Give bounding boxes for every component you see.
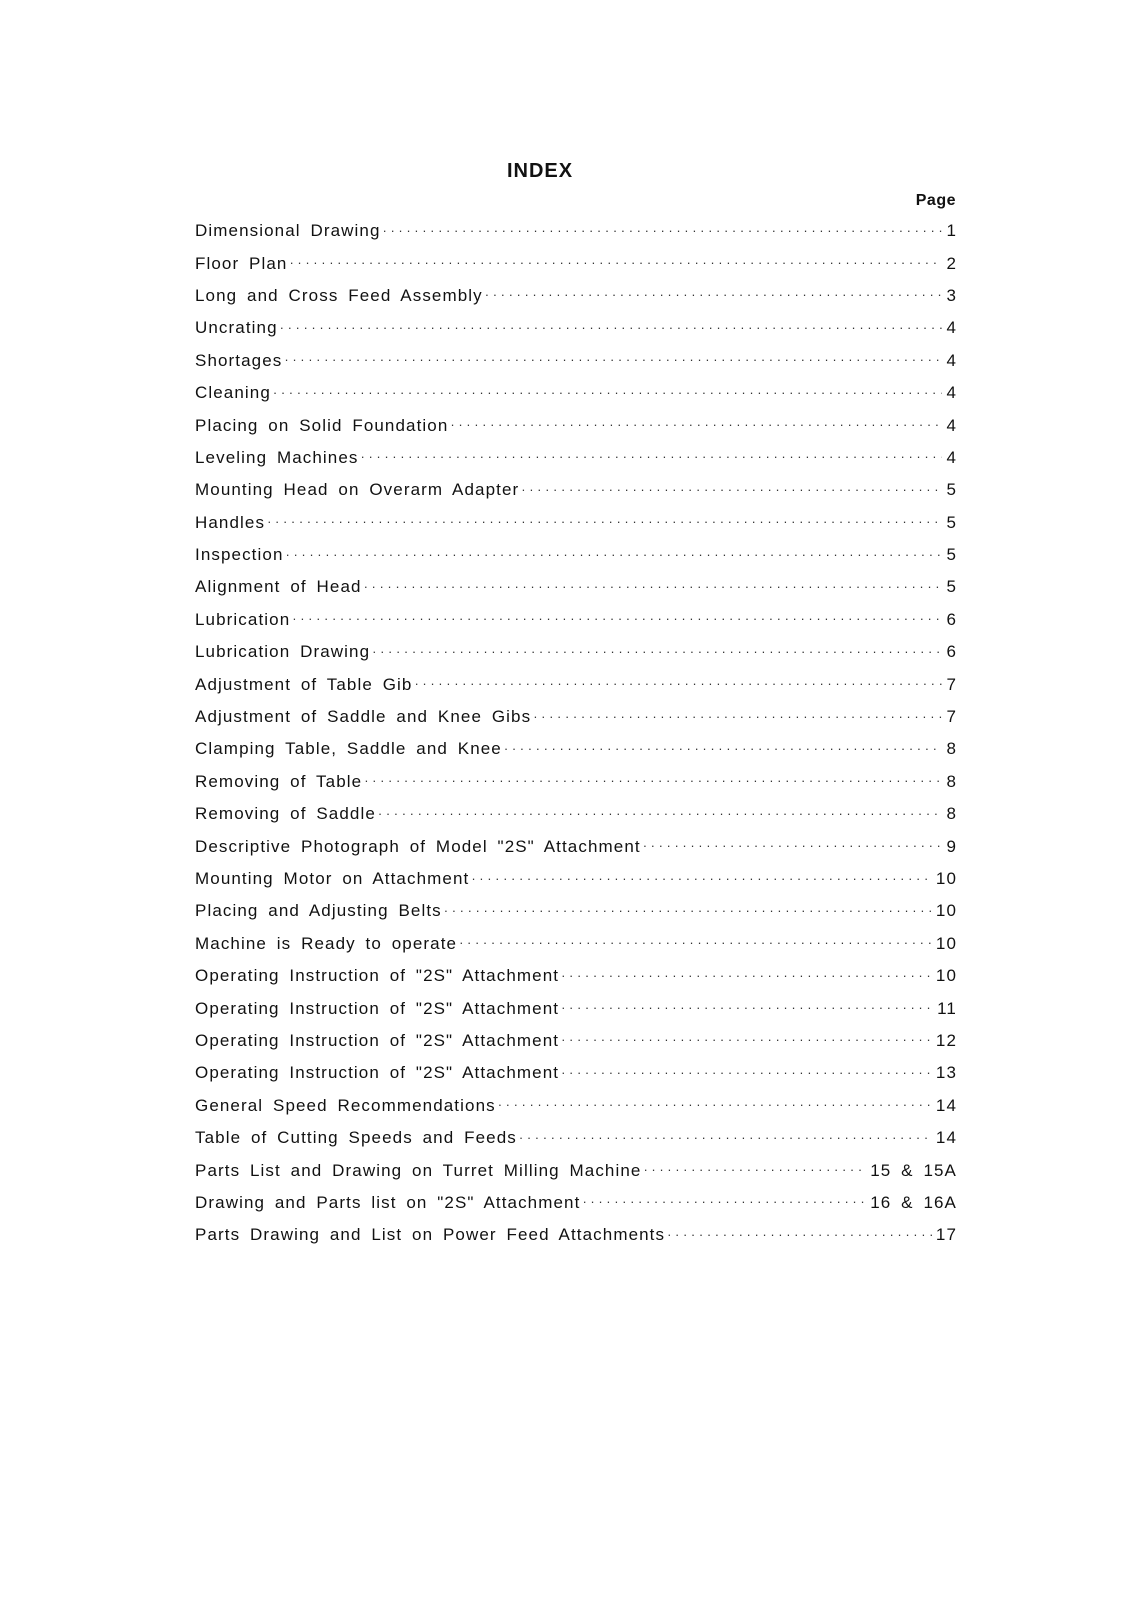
index-entry	[195, 442, 957, 474]
index-entry-page: 10	[935, 869, 957, 888]
index-entry-label: General Speed Recommendations	[195, 1095, 496, 1115]
index-entry	[195, 830, 957, 862]
dot-leader	[280, 320, 943, 335]
index-entry-page: 12	[935, 1030, 957, 1050]
index-entry-label: Operating Instruction of "2S" Attachment	[195, 966, 560, 986]
dot-leader	[414, 676, 942, 691]
index-entry-page: 13	[935, 1063, 957, 1083]
index-entry-label: Shortages	[195, 350, 283, 370]
index-entry-page: 10	[935, 933, 957, 953]
index-entry	[195, 474, 957, 506]
dot-leader	[561, 1032, 932, 1047]
index-entry-label: Operating Instruction of "2S" Attachment	[195, 998, 560, 1018]
dot-leader	[361, 449, 943, 464]
index-entry-page: 4	[946, 447, 957, 467]
index-entry-label: Dimensional Drawing	[195, 221, 381, 241]
dot-leader	[667, 1227, 932, 1242]
index-entry-page: 14	[935, 1128, 957, 1148]
index-entry	[195, 701, 957, 733]
index-entry-page: 15 & 15A	[870, 1160, 957, 1180]
index-entry-page: 14	[935, 1095, 957, 1115]
index-entry-page: 7	[946, 707, 957, 727]
dot-leader	[292, 611, 942, 626]
index-entry	[195, 863, 957, 895]
index-entry-label: Removing of Saddle	[195, 804, 376, 824]
index-entry-page: 8	[946, 771, 957, 791]
index-entry	[195, 1057, 957, 1089]
dot-leader	[533, 709, 942, 724]
index-entry	[195, 312, 957, 344]
index-entry-page: 2	[946, 253, 957, 273]
dot-leader	[444, 903, 932, 918]
index-entry	[195, 668, 957, 700]
dot-leader	[364, 579, 943, 594]
dot-leader	[643, 1162, 866, 1177]
index-entry	[195, 280, 957, 312]
dot-leader	[459, 935, 932, 950]
index-entry	[195, 409, 957, 441]
index-entry-label: Machine is Ready to operate	[195, 933, 458, 953]
index-entry	[195, 604, 957, 636]
index-entry-page: 8	[946, 804, 957, 824]
dot-leader	[273, 385, 943, 400]
index-title: INDEX	[506, 160, 574, 182]
index-entry-label: Adjustment of Table Gib	[195, 674, 413, 694]
index-entry-page: 8	[946, 739, 957, 759]
dot-leader	[561, 968, 932, 983]
index-entry-page: 3	[946, 285, 957, 305]
index-entry-label: Alignment of Head	[195, 577, 362, 597]
dot-leader	[372, 644, 942, 659]
index-entry-page: 10	[935, 966, 957, 986]
index-entry-label: Clamping Table, Saddle and Knee	[195, 739, 502, 759]
index-entry-label: Leveling Machines	[195, 447, 359, 467]
index-entry-label: Floor Plan	[195, 253, 288, 273]
index-entry-page: 9	[946, 836, 957, 856]
index-entry-page: 17	[935, 1225, 957, 1245]
index-entry	[195, 539, 957, 571]
index-entry	[195, 1154, 957, 1186]
index-entry-page: 7	[946, 674, 957, 694]
index-entry-page: 5	[946, 480, 957, 500]
dot-leader	[284, 352, 942, 367]
dot-leader	[519, 1130, 932, 1145]
index-entry-page: 6	[946, 609, 957, 629]
index-entry-page: 10	[935, 901, 957, 921]
dot-leader	[364, 773, 942, 788]
dot-leader	[485, 287, 943, 302]
index-entry	[195, 928, 957, 960]
dot-leader	[561, 1000, 933, 1015]
index-entry-label: Operating Instruction of "2S" Attachment	[195, 1030, 560, 1050]
index-entry	[195, 766, 957, 798]
index-entry-page: 5	[946, 512, 957, 532]
index-entry-page: 1	[946, 221, 957, 241]
index-entry-label: Mounting Motor on Attachment	[195, 869, 470, 888]
dot-leader	[561, 1065, 932, 1080]
index-entry	[195, 960, 957, 992]
dot-leader	[471, 871, 932, 886]
index-entry-label: Uncrating	[195, 318, 278, 338]
index-entry	[195, 895, 957, 927]
index-entry	[195, 345, 957, 377]
dot-leader	[582, 1194, 866, 1209]
index-entry	[195, 377, 957, 409]
index-entry	[195, 1090, 957, 1122]
index-entry-label: Placing and Adjusting Belts	[195, 901, 442, 921]
index-list	[195, 215, 957, 1252]
index-entry-label: Parts List and Drawing on Turret Milling Machine	[195, 1160, 642, 1180]
index-entry-label: Placing on Solid Foundation	[195, 415, 449, 435]
index-entry-page: 5	[946, 577, 957, 597]
dot-leader	[378, 806, 943, 821]
index-entry	[195, 507, 957, 539]
index-entry-label: Cleaning	[195, 383, 271, 403]
dot-leader	[498, 1097, 932, 1112]
index-entry-label: Operating Instruction of "2S" Attachment	[195, 1063, 560, 1083]
index-entry	[195, 1122, 957, 1154]
index-entry-page: 6	[946, 642, 957, 662]
index-entry	[195, 571, 957, 603]
index-entry	[195, 733, 957, 765]
index-entry-label: Mounting Head on Overarm Adapter	[195, 480, 520, 500]
dot-leader	[286, 547, 943, 562]
index-entry-label: Inspection	[195, 545, 284, 565]
index-entry	[195, 215, 957, 247]
index-entry-page: 4	[946, 350, 957, 370]
dot-leader	[289, 255, 942, 270]
dot-leader	[643, 838, 943, 853]
index-entry-page: 5	[946, 545, 957, 565]
dot-leader	[267, 514, 942, 529]
page-column-heading: Page	[915, 192, 956, 209]
index-entry	[195, 1187, 957, 1219]
dot-leader	[450, 417, 942, 432]
index-entry	[195, 798, 957, 830]
dot-leader	[383, 223, 943, 238]
index-entry-label: Removing of Table	[195, 771, 363, 791]
index-entry-page: 16 & 16A	[870, 1192, 957, 1212]
index-entry-label: Adjustment of Saddle and Knee Gibs	[195, 707, 532, 727]
index-entry-label: Drawing and Parts list on "2S" Attachment	[195, 1192, 581, 1212]
index-entry-page: 11	[937, 998, 957, 1018]
dot-leader	[504, 741, 943, 756]
index-entry	[195, 1219, 957, 1251]
index-entry	[195, 247, 957, 279]
index-entry	[195, 1025, 957, 1057]
index-entry	[195, 992, 957, 1024]
index-entry-label: Lubrication Drawing	[195, 642, 371, 662]
index-entry-label: Long and Cross Feed Assembly	[195, 285, 483, 305]
index-entry-page: 4	[946, 318, 957, 338]
index-entry-page: 4	[946, 383, 957, 403]
index-entry-label: Lubrication	[195, 609, 291, 629]
index-entry-label: Table of Cutting Speeds and Feeds	[195, 1128, 517, 1148]
index-entry-label: Descriptive Photograph of Model "2S" Attachment	[195, 836, 641, 856]
index-entry-page: 4	[946, 415, 957, 435]
dot-leader	[521, 482, 942, 497]
index-entry-label: Handles	[195, 512, 266, 532]
index-entry	[195, 636, 957, 668]
index-entry-label: Parts Drawing and List on Power Feed Attachments	[195, 1225, 666, 1245]
